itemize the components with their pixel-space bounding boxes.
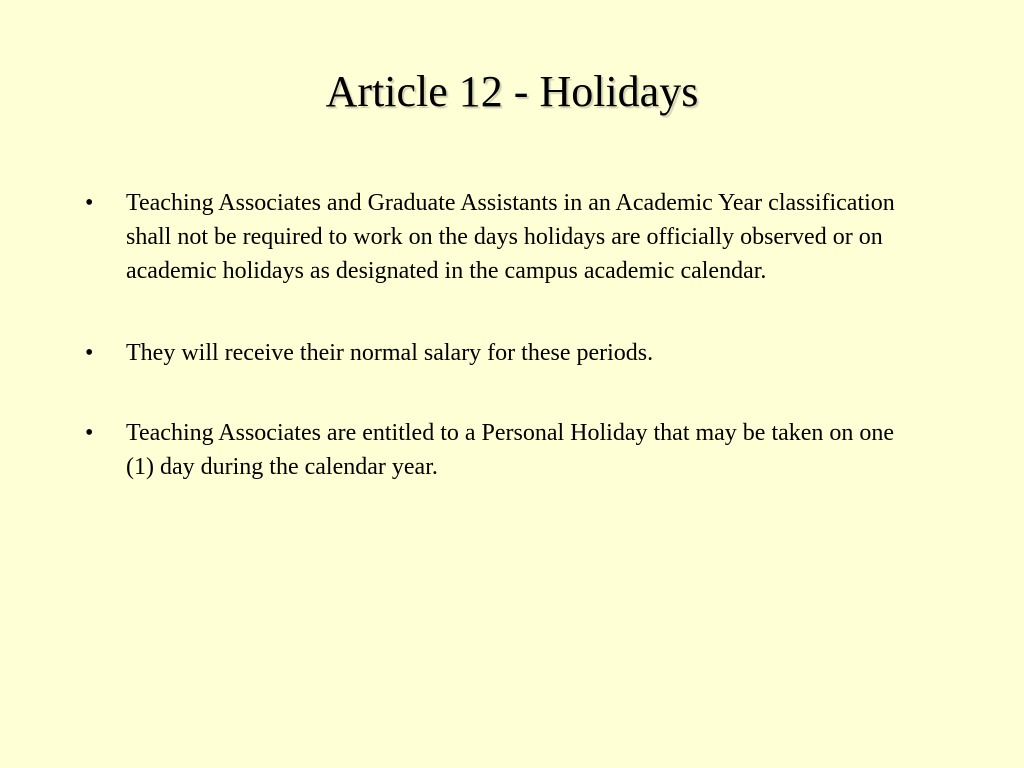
bullet-list <box>85 186 915 532</box>
bullet-text: Teaching Associates are entitled to a Personal Holiday that may be taken on one (1) day during the calendar year. <box>126 420 895 480</box>
bullet-icon: • <box>85 340 94 366</box>
bullet-item <box>85 186 915 288</box>
bullet-text: Teaching Associates and Graduate Assistants in an Academic Year classification shall not be required to work on the days holidays are officially observed or on academic holidays as designated in the campus academic calendar. <box>126 190 895 284</box>
bullet-item <box>85 416 915 484</box>
bullet-text: They will receive their normal salary for these periods. <box>126 340 654 366</box>
bullet-item <box>85 336 915 370</box>
slide-title: Article 12 - Holidays <box>325 67 699 116</box>
bullet-icon: • <box>85 190 94 216</box>
bullet-icon: • <box>85 420 94 446</box>
